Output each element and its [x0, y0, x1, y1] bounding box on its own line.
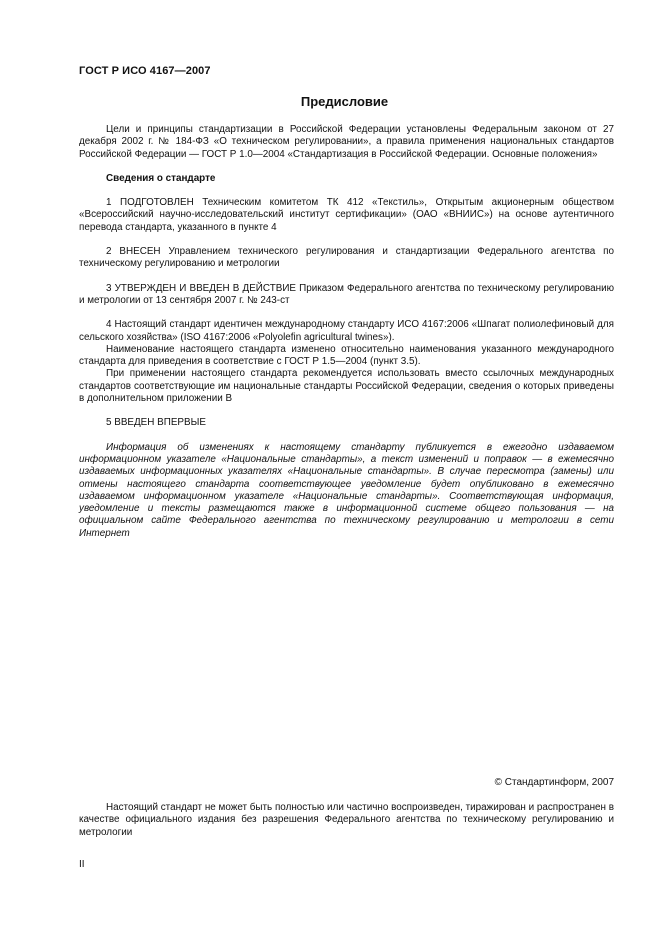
item-4-reference-note: При применении настоящего стандарта рекомендуется использовать вместо ссылочных международных стандартов соответствующие им национальные стандарты Российской Федерации, сведения о которых приведены в дополнительном приложении В	[79, 368, 614, 405]
item-3: 3 УТВЕРЖДЕН И ВВЕДЕН В ДЕЙСТВИЕ Приказом Федерального агентства по техническому регулированию и метрологии от 13 сентября 2007 г. № 243-ст	[79, 282, 614, 306]
title-text: Предисловие	[300, 94, 389, 109]
amendments-notice: Информация об изменениях к настоящему стандарту публикуется в ежегодно издаваемом информационном указателе «Национальные стандарты», а текст изменений и поправок — в ежемесячно издаваемых информационных указателях «Национальные стандарты». В случае пересмотра (замены) или отмены настоящего стандарта соответствующее уведомление будет опубликовано в ежемесячно издаваемом информационном указателе «Национальные стандарты». Соответствующая информация, уведомление и тексты размещаются также в информационной системе общего пользования — на официальном сайте Федерального агентства по техническому регулированию и метрологии в сети Интернет	[79, 441, 614, 539]
item-4-name-note: Наименование настоящего стандарта изменено относительно наименования указанного международного стандарта для приведения в соответствие с ГОСТ Р 1.5—2004 (пункт 3.5).	[79, 343, 614, 368]
document-code: ГОСТ Р ИСО 4167—2007	[79, 65, 211, 77]
copyright-line: © Стандартинформ, 2007	[494, 777, 614, 788]
page-title	[0, 94, 661, 109]
page-number: II	[79, 859, 85, 870]
footer-notice	[79, 802, 614, 839]
body-text	[79, 124, 614, 540]
section-subheading: Сведения о стандарте	[106, 172, 216, 184]
intro-paragraph: Цели и принципы стандартизации в Российской Федерации установлены Федеральным законом от 27 декабря 2002 г. № 184-ФЗ «О техническом регулировании», а правила применения национальных стандартов Российской Федерации — ГОСТ Р 1.0—2004 «Стандартизация в Российской Федерации. Основные положения»	[79, 124, 614, 160]
item-1: 1 ПОДГОТОВЛЕН Техническим комитетом ТК 412 «Текстиль», Открытым акционерным обществом «Всероссийский научно-исследовательский институт сертификации» (ОАО «ВНИИС») на основе аутентичного перевода стандарта, указанного в пункте 4	[79, 197, 614, 233]
item-4: 4 Настоящий стандарт идентичен международному стандарту ИСО 4167:2006 «Шпагат полиолефиновый для сельского хозяйства» (ISO 4167:2006 «Polyolefin agricultural twines»).	[79, 319, 614, 343]
item-2: 2 ВНЕСЕН Управлением технического регулирования и стандартизации Федерального агентства по техническому регулированию и метрологии	[79, 246, 614, 270]
reproduction-notice: Настоящий стандарт не может быть полностью или частично воспроизведен, тиражирован и распространен в качестве официального издания без разрешения Федерального агентства по техническому регулированию и метрологии	[79, 802, 614, 838]
item-5: 5 ВВЕДЕН ВПЕРВЫЕ	[106, 417, 206, 429]
